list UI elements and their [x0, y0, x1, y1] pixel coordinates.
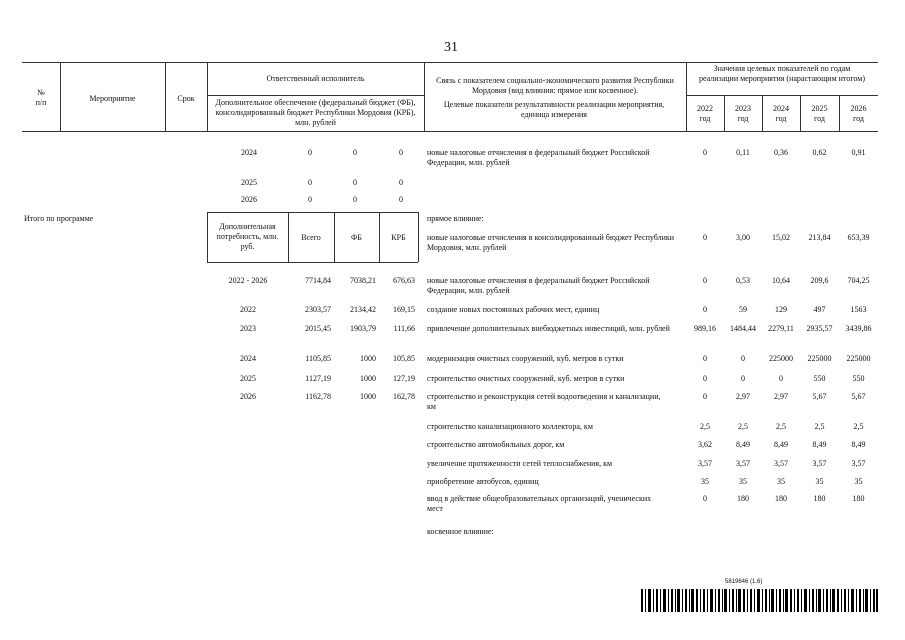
value-2023: 0,11	[736, 148, 750, 157]
value-2022: 0	[703, 392, 707, 401]
krb-cell: 127,19	[393, 374, 415, 383]
value-2025: 35	[815, 477, 824, 486]
krb-cell: 111,66	[393, 324, 415, 333]
value-2022: 35	[701, 477, 709, 486]
value-2022: 0	[703, 494, 707, 503]
value-2024: 2279,11	[768, 324, 794, 333]
value-2023: 8,49	[736, 440, 750, 449]
value-2024: 0,36	[774, 148, 788, 157]
header-year-2024: 2024 год	[773, 104, 789, 123]
krb-cell: 105,85	[393, 354, 415, 363]
value-2023: 0	[741, 354, 745, 363]
fb-cell: 0	[353, 195, 357, 204]
total-cell: 0	[308, 195, 312, 204]
value-2023: 180	[737, 494, 749, 503]
value-2022: 0	[703, 233, 707, 242]
value-2026: 550	[852, 374, 865, 383]
value-2024: 3,57	[774, 459, 788, 468]
fb-cell: 1000	[360, 354, 376, 363]
value-2025: 2,5	[814, 422, 825, 431]
value-2026: 5,67	[851, 392, 866, 401]
total-cell: 1162,78	[305, 392, 331, 401]
fb-cell: 1903,79	[350, 324, 376, 333]
value-2025: 209,6	[810, 276, 829, 285]
sub-header-krb: КРБ	[391, 233, 406, 242]
value-2026: 225000	[846, 354, 871, 363]
header-event: Мероприятие	[89, 94, 136, 103]
value-2026: 2,5	[853, 422, 864, 431]
value-2023: 59	[739, 305, 747, 314]
value-2026: 1563	[850, 305, 867, 314]
header-num: № п/п	[35, 88, 47, 107]
period-cell: 2026	[240, 392, 256, 401]
value-2022: 0	[703, 305, 707, 314]
value-2023: 2,5	[738, 422, 748, 431]
value-2022: 0	[703, 276, 707, 285]
krb-cell: 676,63	[393, 276, 415, 285]
program-total-label: Итого по программе	[24, 214, 94, 223]
value-2025: 180	[813, 494, 826, 503]
total-cell: 2015,45	[305, 324, 331, 333]
indicator-cell: привлечение дополнительных внебюджетных инвестиций, млн. рублей	[427, 324, 670, 333]
value-2025: 497	[813, 305, 826, 314]
direct-influence-label: прямое влияние:	[427, 214, 484, 223]
value-2026: 653,39	[847, 233, 870, 242]
total-cell: 1105,85	[305, 354, 331, 363]
barcode-number: 5819646 (1.6)	[725, 579, 763, 585]
value-2022: 3,62	[698, 440, 712, 449]
period-cell: 2023	[240, 324, 256, 333]
indicator-cell: строительство автомобильных дорог, км	[427, 440, 565, 449]
indicator-cell: увеличение протяженности сетей теплоснабжения, км	[427, 459, 613, 468]
value-2024: 0	[779, 374, 783, 383]
value-2023: 3,57	[736, 459, 750, 468]
value-2025: 550	[813, 374, 826, 383]
year-cell: 2026	[241, 195, 257, 204]
header-responsible: Ответственный исполнитель	[266, 74, 365, 83]
indicator-cell: модернизация очистных сооружений, куб. метров в сутки	[427, 354, 624, 363]
indicator-cell: новые налоговые отчисления в консолидированный бюджет Республики Мордовия, млн. рублей	[427, 233, 675, 252]
fb-cell: 0	[353, 148, 357, 157]
period-cell: 2022 - 2026	[228, 276, 268, 285]
value-2023: 0	[741, 374, 745, 383]
year-cell: 2024	[241, 148, 257, 157]
value-2024: 35	[777, 477, 785, 486]
header-year-2026: 2026 год	[850, 104, 867, 123]
period-cell: 2022	[240, 305, 256, 314]
indicator-cell: строительство и реконструкция сетей водоотведения и канализации, км	[427, 392, 661, 411]
value-2025: 225000	[807, 354, 832, 363]
value-2024: 129	[775, 305, 787, 314]
header-year-2025: 2025 год	[811, 104, 828, 123]
value-2022: 0	[703, 374, 707, 383]
value-2025: 3,57	[812, 459, 827, 468]
indicator-cell: новые налоговые отчисления в федеральный бюджет Российской Федерации, млн. рублей	[427, 148, 650, 167]
value-2024: 2,5	[776, 422, 786, 431]
total-cell: 2303,57	[305, 305, 331, 314]
value-2022: 2,5	[700, 422, 710, 431]
total-cell: 7714,84	[305, 276, 331, 285]
value-2024: 225000	[769, 354, 793, 363]
fb-cell: 2134,42	[350, 305, 376, 314]
header-indicators: Целевые показатели результативности реализации мероприятия, единица измерения	[443, 100, 665, 119]
barcode-icon	[641, 589, 878, 612]
krb-cell: 0	[399, 148, 403, 157]
total-cell: 1127,19	[305, 374, 331, 383]
value-2026: 704,25	[847, 276, 870, 285]
header-term: Срок	[177, 94, 195, 103]
value-2026: 8,49	[851, 440, 866, 449]
value-2023: 35	[739, 477, 747, 486]
period-cell: 2025	[240, 374, 256, 383]
value-2026: 180	[852, 494, 865, 503]
krb-cell: 162,78	[393, 392, 415, 401]
value-2024: 15,02	[772, 233, 790, 242]
header-year-2023: 2023 год	[735, 104, 751, 123]
indirect-influence-label: косвенное влияние:	[427, 527, 494, 536]
indicator-cell: новые налоговые отчисления в федеральный бюджет Российской Федерации, млн. рублей	[427, 276, 650, 295]
value-2026: 35	[854, 477, 863, 486]
value-2022: 0	[703, 354, 707, 363]
value-2024: 8,49	[774, 440, 788, 449]
value-2022: 989,16	[694, 324, 716, 333]
header-link: Связь с показателем социально-экономического развития Республики Мордовия (вид влияния: прямое или косвенное).	[436, 76, 674, 95]
value-2026: 3,57	[851, 459, 866, 468]
indicator-cell: строительство очистных сооружений, куб. метров в сутки	[427, 374, 625, 383]
indicator-cell: строительство канализационного коллектора, км	[427, 422, 593, 431]
fb-cell: 1000	[360, 392, 376, 401]
value-2025: 213,84	[808, 233, 831, 242]
krb-cell: 169,15	[393, 305, 415, 314]
krb-cell: 0	[399, 195, 403, 204]
value-2022: 0	[703, 148, 707, 157]
sub-header-total: Всего	[301, 233, 321, 242]
fb-cell: 1000	[360, 374, 376, 383]
value-2026: 0,91	[851, 148, 866, 157]
total-cell: 0	[308, 178, 312, 187]
value-2023: 0,53	[736, 276, 750, 285]
value-2025: 0,62	[812, 148, 827, 157]
value-2023: 2,97	[736, 392, 750, 401]
page-number: 31	[444, 40, 458, 55]
header-extra-funding: Дополнительное обеспечение (федеральный бюджет (ФБ), консолидированный бюджет Республики Мордовия (КРБ), млн. рублей	[215, 98, 416, 127]
period-cell: 2024	[240, 354, 256, 363]
value-2026: 3439,86	[845, 324, 872, 333]
value-2025: 2935,57	[806, 324, 833, 333]
indicator-cell: ввод в действие общеобразовательных организаций, ученических мест	[427, 494, 652, 513]
value-2025: 8,49	[812, 440, 827, 449]
indicator-cell: создание новых постоянных рабочих мест, единиц	[427, 305, 600, 314]
year-cell: 2025	[241, 178, 257, 187]
sub-header-fb: ФБ	[351, 233, 362, 242]
fb-cell: 0	[353, 178, 357, 187]
value-2023: 1484,44	[730, 324, 756, 333]
sub-header-need: Дополнительная потребность, млн. руб.	[216, 222, 279, 251]
value-2024: 10,64	[772, 276, 790, 285]
value-2024: 2,97	[774, 392, 788, 401]
value-2023: 3,00	[736, 233, 750, 242]
indicator-cell: приобретение автобусов, единиц	[427, 477, 539, 486]
value-2022: 3,57	[698, 459, 712, 468]
value-2024: 180	[775, 494, 787, 503]
total-cell: 0	[308, 148, 312, 157]
header-target-values: Значения целевых показателей по годам реализации мероприятия (нарастающим итогом)	[699, 64, 865, 83]
value-2025: 5,67	[812, 392, 827, 401]
header-year-2022: 2022 год	[697, 104, 713, 123]
krb-cell: 0	[399, 178, 403, 187]
fb-cell: 7038,21	[350, 276, 376, 285]
